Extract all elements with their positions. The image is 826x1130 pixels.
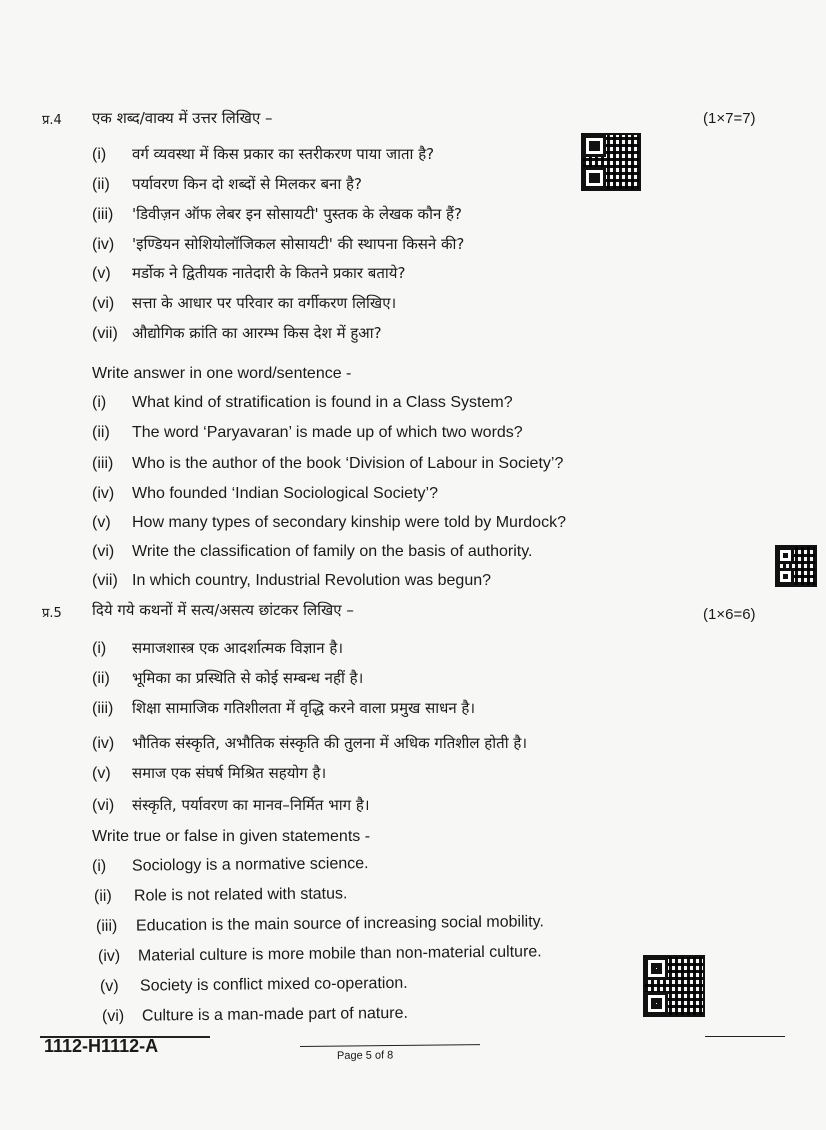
question-item [92, 174, 362, 194]
item-text: In which country, Industrial Revolution was begun? [132, 572, 492, 589]
item-text: Education is the main source of increasing social mobility. [135, 913, 544, 935]
page-number: Page 5 of 8 [336, 1049, 394, 1062]
question-item [96, 913, 544, 936]
question-item [92, 485, 438, 503]
item-text: समाजशास्त्र एक आदर्शात्मक विज्ञान है। [132, 639, 343, 657]
item-text: वर्ग व्यवस्था में किस प्रकार का स्तरीकरण पाया जाता है? [132, 145, 435, 163]
qr-code [775, 545, 817, 587]
question-item [92, 263, 405, 283]
item-number: (iv) [92, 735, 115, 752]
question-item [92, 144, 434, 164]
item-text: भूमिका का प्रस्थिति से कोई सम्बन्ध नहीं है। [132, 669, 364, 687]
question-item [92, 572, 491, 590]
item-text: भौतिक संस्कृति, अभौतिक संस्कृति की तुलना में अधिक गतिशील होती है। [132, 734, 528, 752]
footer-rule [300, 1044, 480, 1047]
paper-code: 1112-H1112-A [44, 1036, 159, 1056]
item-text: What kind of stratification is found in a Class System? [132, 394, 513, 411]
question-item [92, 424, 523, 442]
question-item [92, 323, 382, 343]
item-number: (v) [92, 514, 111, 531]
question-item [92, 763, 326, 783]
item-number: (i) [92, 394, 107, 411]
qr-code [581, 133, 641, 191]
item-number: (vii) [92, 572, 118, 589]
question-item [92, 638, 343, 658]
q5-instruction-english: Write true or false in given statements - [92, 828, 371, 845]
item-text: 'इण्डियन सोशियोलॉजिकल सोसायटी' की स्थापना किसने की? [132, 235, 465, 253]
question-item [100, 975, 408, 996]
item-number: (i) [92, 640, 107, 657]
question-item [102, 1005, 408, 1026]
item-text: Society is conflict mixed co-operation. [139, 974, 408, 995]
question-item [92, 455, 563, 473]
question-item [92, 543, 532, 561]
item-number: (vii) [92, 325, 118, 342]
item-number: (vi) [101, 1007, 125, 1025]
question-item [92, 698, 475, 718]
item-number: (ii) [92, 670, 110, 687]
q5-instruction-hindi: दिये गये कथनों में सत्य/असत्य छांटकर लिखिए – [92, 601, 354, 619]
item-text: Role is not related with status. [133, 885, 348, 905]
item-number: (v) [92, 265, 111, 282]
q4-instruction-english: Write answer in one word/sentence - [92, 365, 352, 382]
item-text: पर्यावरण किन दो शब्दों से मिलकर बना है? [132, 175, 362, 193]
item-number: (ii) [93, 887, 112, 905]
question-item [92, 234, 464, 254]
item-number: (iii) [92, 455, 114, 472]
item-text: 'डिवीज़न ऑफ लेबर इन सोसायटी' पुस्तक के लेखक कौन हैं? [132, 205, 462, 223]
q5-number: प्र.5 [42, 606, 62, 621]
question-item [92, 668, 363, 688]
question-item [92, 733, 527, 753]
item-number: (iv) [92, 485, 115, 502]
item-text: Culture is a man-made part of nature. [141, 1004, 408, 1025]
q5-marks: (1×6=6) [703, 606, 756, 623]
item-number: (i) [92, 146, 107, 163]
item-text: Write the classification of family on the basis of authority. [132, 543, 533, 560]
item-number: (v) [99, 977, 119, 995]
question-item [92, 855, 369, 876]
item-number: (i) [91, 857, 107, 875]
question-item [92, 394, 513, 412]
item-number: (vi) [92, 797, 115, 814]
item-text: Who founded ‘Indian Sociological Society’? [132, 485, 438, 502]
item-text: समाज एक संघर्ष मिश्रित सहयोग है। [132, 764, 327, 782]
question-item [92, 795, 370, 815]
item-number: (ii) [92, 424, 110, 441]
question-item [94, 885, 348, 906]
item-text: How many types of secondary kinship were told by Murdock? [132, 514, 566, 531]
item-number: (iii) [95, 917, 118, 935]
item-number: (v) [92, 765, 111, 782]
item-text: Sociology is a normative science. [131, 855, 369, 875]
item-text: मर्डोक ने द्वितीयक नातेदारी के कितने प्रकार बताये? [132, 264, 406, 282]
question-item [92, 514, 566, 532]
item-number: (vi) [92, 295, 115, 312]
item-number: (iv) [97, 947, 121, 965]
q4-marks: (1×7=7) [703, 110, 756, 127]
item-number: (iv) [92, 236, 115, 253]
item-number: (ii) [92, 176, 110, 193]
q4-instruction-hindi: एक शब्द/वाक्य में उत्तर लिखिए – [92, 109, 273, 127]
question-item [98, 943, 542, 966]
item-text: Who is the author of the book ‘Division of Labour in Society’? [132, 455, 564, 472]
item-number: (vi) [92, 543, 115, 560]
item-text: शिक्षा सामाजिक गतिशीलता में वृद्धि करने वाला प्रमुख साधन है। [132, 699, 476, 717]
item-text: The word ‘Paryavaran’ is made up of which two words? [132, 424, 523, 441]
question-item [92, 204, 462, 224]
qr-code [643, 955, 705, 1017]
item-text: Material culture is more mobile than non-material culture. [137, 943, 542, 965]
item-text: सत्ता के आधार पर परिवार का वर्गीकरण लिखिए। [132, 294, 397, 312]
item-number: (iii) [92, 700, 114, 717]
q4-number: प्र.4 [42, 113, 62, 128]
footer-rule [705, 1036, 785, 1037]
item-text: औद्योगिक क्रांति का आरम्भ किस देश में हुआ? [132, 324, 382, 342]
item-text: संस्कृति, पर्यावरण का मानव–निर्मित भाग है। [132, 796, 370, 814]
question-item [92, 293, 396, 313]
item-number: (iii) [92, 206, 114, 223]
